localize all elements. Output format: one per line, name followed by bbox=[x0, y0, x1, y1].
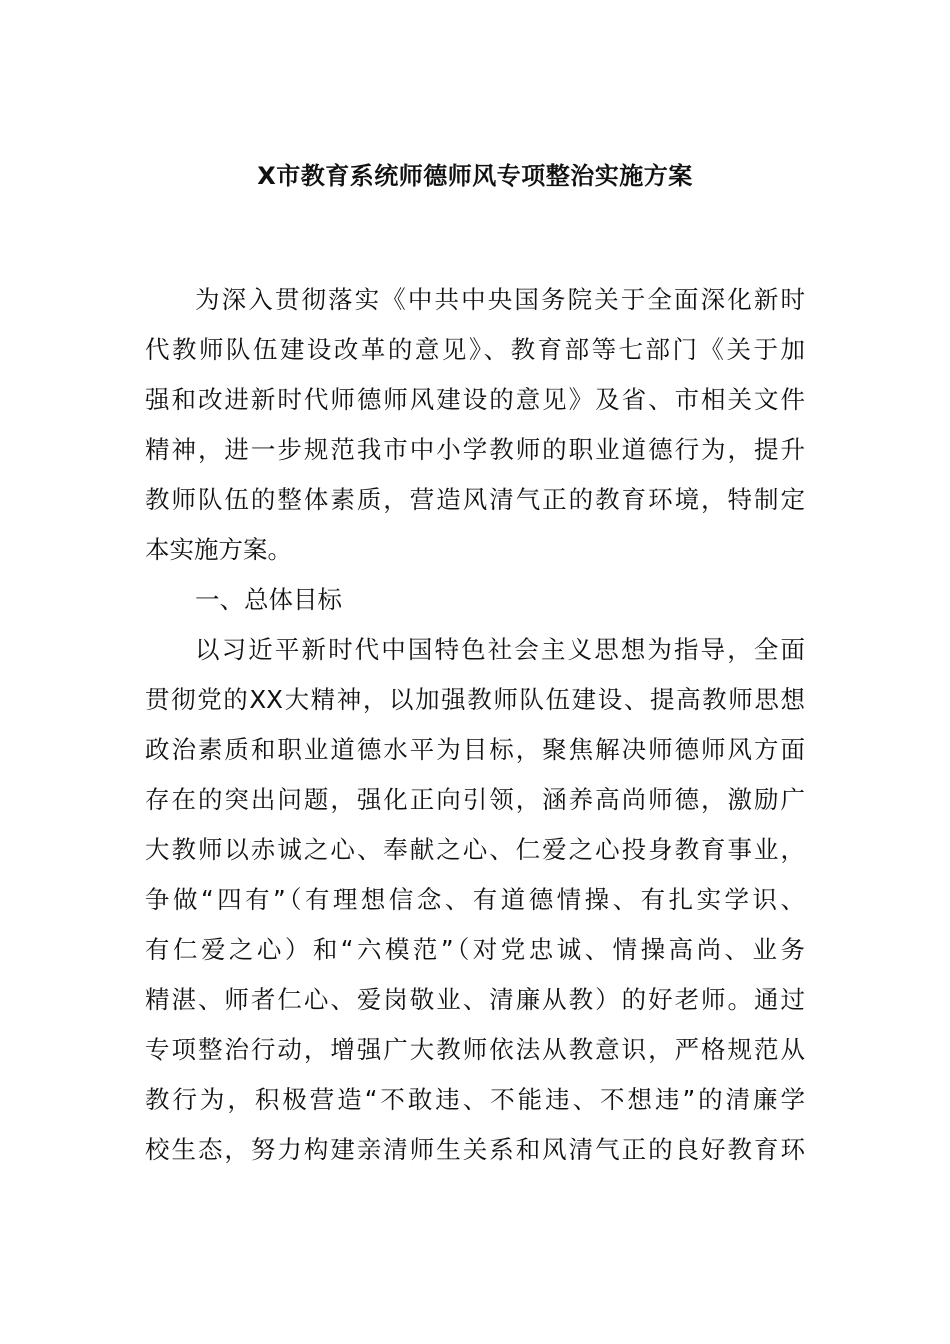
section-heading: 一、总体目标 bbox=[195, 585, 342, 614]
paragraph-line: 政治素质和职业道德水平为目标，聚焦解决师德师风方面 bbox=[145, 735, 805, 764]
paragraph-line: 强和改进新时代师德师风建设的意见》及省、市相关文件 bbox=[145, 385, 805, 414]
paragraph-line: 本实施方案。 bbox=[145, 535, 292, 564]
paragraph-line: 精神，进一步规范我市中小学教师的职业道德行为，提升 bbox=[145, 435, 805, 464]
paragraph-line: 教行为，积极营造“不敢违、不能违、不想违”的清廉学 bbox=[145, 1085, 805, 1114]
paragraph-line: 存在的突出问题，强化正向引领，涵养高尚师德，激励广 bbox=[145, 785, 805, 814]
paragraph-line: 有仁爱之心）和“六模范”（对党忠诚、情操高尚、业务 bbox=[145, 935, 805, 964]
paragraph-line: 教师队伍的整体素质，营造风清气正的教育环境，特制定 bbox=[145, 485, 805, 514]
paragraph-line: 专项整治行动，增强广大教师依法从教意识，严格规范从 bbox=[145, 1035, 805, 1064]
paragraph-line: 贯彻党的XX大精神，以加强教师队伍建设、提高教师思想 bbox=[145, 685, 805, 714]
paragraph-line: 精湛、师者仁心、爱岗敬业、清廉从教）的好老师。通过 bbox=[145, 985, 805, 1014]
paragraph-line: 以习近平新时代中国特色社会主义思想为指导，全面 bbox=[195, 635, 805, 664]
paragraph-line: 代教师队伍建设改革的意见》、教育部等七部门《关于加 bbox=[145, 335, 805, 364]
paragraph-line: 争做“四有”（有理想信念、有道德情操、有扎实学识、 bbox=[145, 885, 805, 914]
paragraph-line: 大教师以赤诚之心、奉献之心、仁爱之心投身教育事业， bbox=[145, 835, 805, 864]
document-title: X市教育系统师德师风专项整治实施方案 bbox=[257, 162, 693, 190]
paragraph-line: 为深入贯彻落实《中共中央国务院关于全面深化新时 bbox=[195, 285, 805, 314]
paragraph-line: 校生态，努力构建亲清师生关系和风清气正的良好教育环 bbox=[145, 1135, 805, 1164]
